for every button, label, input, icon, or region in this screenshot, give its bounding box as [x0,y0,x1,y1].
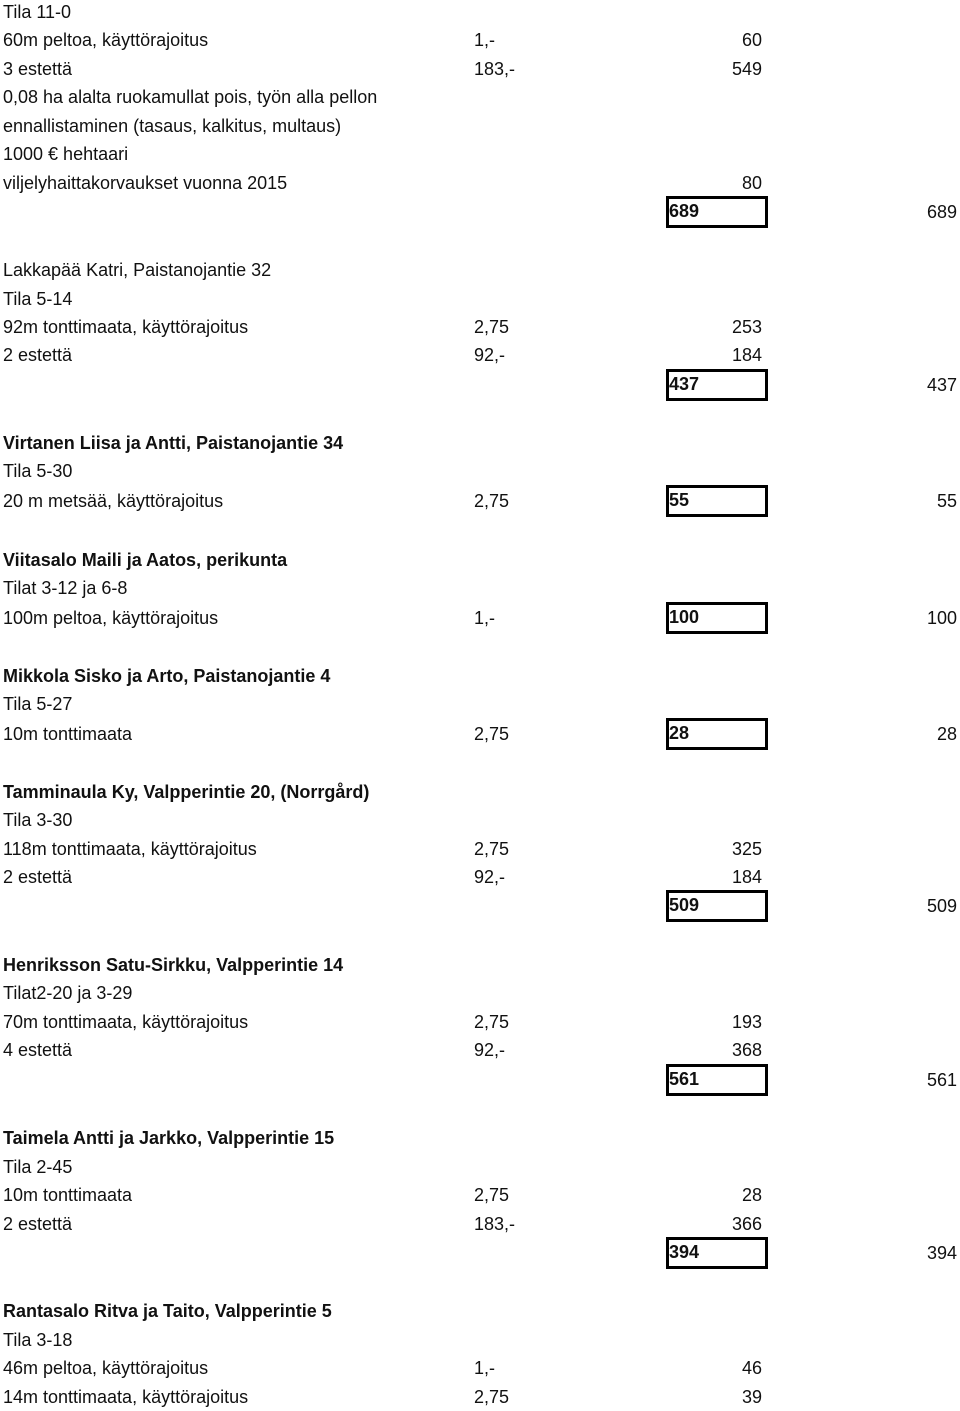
table-row [0,574,960,602]
table-row [0,720,960,748]
table-row [0,1066,960,1094]
row-amount: 193 [731,1012,762,1032]
row-description: 2 estettä [3,345,73,365]
table-row [0,256,960,284]
table-row [0,198,960,226]
row-amount: 366 [731,1214,762,1234]
row-description: Tila 2-45 [3,1157,73,1177]
row-description: Tila 5-30 [3,461,73,481]
table-row [0,1354,960,1382]
row-amount: 28 [741,1185,762,1205]
table-row [0,55,960,83]
unit-price: 92,- [474,1040,506,1060]
owner-total: 509 [926,896,957,916]
row-description: Tilat2-20 ja 3-29 [3,983,133,1003]
row-amount: 39 [741,1387,762,1407]
owner-total: 437 [926,375,957,395]
row-description: 100m peltoa, käyttörajoitus [3,608,219,628]
subtotal-box: 561 [666,1064,768,1096]
row-amount: 549 [731,59,762,79]
table-row [0,0,960,26]
row-description: 4 estettä [3,1040,73,1060]
row-description: 14m tonttimaata, käyttörajoitus [3,1387,249,1407]
unit-price: 183,- [474,1214,516,1234]
table-row [0,313,960,341]
unit-price: 92,- [474,345,506,365]
unit-price: 2,75 [474,724,510,744]
unit-price: 2,75 [474,491,510,511]
table-row [0,169,960,197]
row-description: 60m peltoa, käyttörajoitus [3,30,209,50]
table-row [0,429,960,457]
row-description: 70m tonttimaata, käyttörajoitus [3,1012,249,1032]
row-description: Tila 5-14 [3,289,73,309]
owner-heading: Henriksson Satu-Sirkku, Valpperintie 14 [3,955,344,975]
row-description: 3 estettä [3,59,73,79]
unit-price: 2,75 [474,317,510,337]
row-description: 0,08 ha alalta ruokamullat pois, työn alla pellon [3,87,378,107]
owner-total: 55 [936,491,957,511]
owner-heading: Rantasalo Ritva ja Taito, Valpperintie 5 [3,1301,332,1321]
row-amount: 184 [731,345,762,365]
owner-heading: Mikkola Sisko ja Arto, Paistanojantie 4 [3,666,331,686]
unit-price: 1,- [474,30,496,50]
owner-total: 394 [926,1243,957,1263]
row-amount: 184 [731,867,762,887]
table-row [0,690,960,718]
row-amount: 80 [741,173,762,193]
table-row [0,112,960,140]
row-amount: 368 [731,1040,762,1060]
table-row [0,604,960,632]
table-row [0,1383,960,1411]
table-row [0,371,960,399]
row-description: 20 m metsää, käyttörajoitus [3,491,224,511]
table-row [0,1181,960,1209]
row-description: viljelyhaittakorvaukset vuonna 2015 [3,173,288,193]
unit-price: 92,- [474,867,506,887]
subtotal-box: 28 [666,718,768,750]
row-description: Tila 3-18 [3,1330,73,1350]
table-row [0,1297,960,1325]
table-row [0,1239,960,1267]
owner-heading: Virtanen Liisa ja Antti, Paistanojantie 34 [3,433,344,453]
unit-price: 1,- [474,1358,496,1378]
owner-total: 689 [926,202,957,222]
table-row [0,806,960,834]
row-description: ennallistaminen (tasaus, kalkitus, multaus) [3,116,342,136]
subtotal-box: 689 [666,196,768,228]
table-row [0,546,960,574]
table-row [0,1008,960,1036]
row-description: 46m peltoa, käyttörajoitus [3,1358,209,1378]
subtotal-box: 437 [666,369,768,401]
row-description: Tilat 3-12 ja 6-8 [3,578,128,598]
table-row [0,1153,960,1181]
unit-price: 183,- [474,59,516,79]
row-description: 92m tonttimaata, käyttörajoitus [3,317,249,337]
owner-total: 100 [926,608,957,628]
owner-heading: Tamminaula Ky, Valpperintie 20, (Norrgård) [3,782,370,802]
subtotal-box: 100 [666,602,768,634]
row-amount: 325 [731,839,762,859]
unit-price: 1,- [474,608,496,628]
subtotal-box: 509 [666,890,768,922]
row-description: 10m tonttimaata [3,1185,133,1205]
table-row [0,892,960,920]
table-row [0,835,960,863]
row-description: 10m tonttimaata [3,724,133,744]
row-description: 1000 € hehtaari [3,144,129,164]
table-row [0,1210,960,1238]
table-row [0,341,960,369]
row-description: 2 estettä [3,867,73,887]
owner-total: 28 [936,724,957,744]
row-description: Tila 5-27 [3,694,73,714]
row-description: Tila 11-0 [3,2,72,22]
unit-price: 2,75 [474,1012,510,1032]
table-row [0,1036,960,1064]
unit-price: 2,75 [474,839,510,859]
table-row [0,457,960,485]
table-row [0,951,960,979]
owner-total: 561 [926,1070,957,1090]
row-description: Tila 3-30 [3,810,73,830]
row-description: Lakkapää Katri, Paistanojantie 32 [3,260,272,280]
table-row [0,285,960,313]
row-description: 2 estettä [3,1214,73,1234]
table-row [0,1124,960,1152]
row-description: 118m tonttimaata, käyttörajoitus [3,839,257,859]
table-row [0,487,960,515]
table-row [0,662,960,690]
subtotal-box: 394 [666,1237,768,1269]
row-amount: 46 [741,1358,762,1378]
row-amount: 60 [741,30,762,50]
owner-heading: Taimela Antti ja Jarkko, Valpperintie 15 [3,1128,335,1148]
table-row [0,863,960,891]
row-amount: 253 [731,317,762,337]
table-row [0,1326,960,1354]
table-row [0,26,960,54]
unit-price: 2,75 [474,1185,510,1205]
subtotal-box: 55 [666,485,768,517]
table-row [0,778,960,806]
unit-price: 2,75 [474,1387,510,1407]
table-row [0,979,960,1007]
table-row [0,83,960,111]
owner-heading: Viitasalo Maili ja Aatos, perikunta [3,550,288,570]
table-row [0,140,960,168]
